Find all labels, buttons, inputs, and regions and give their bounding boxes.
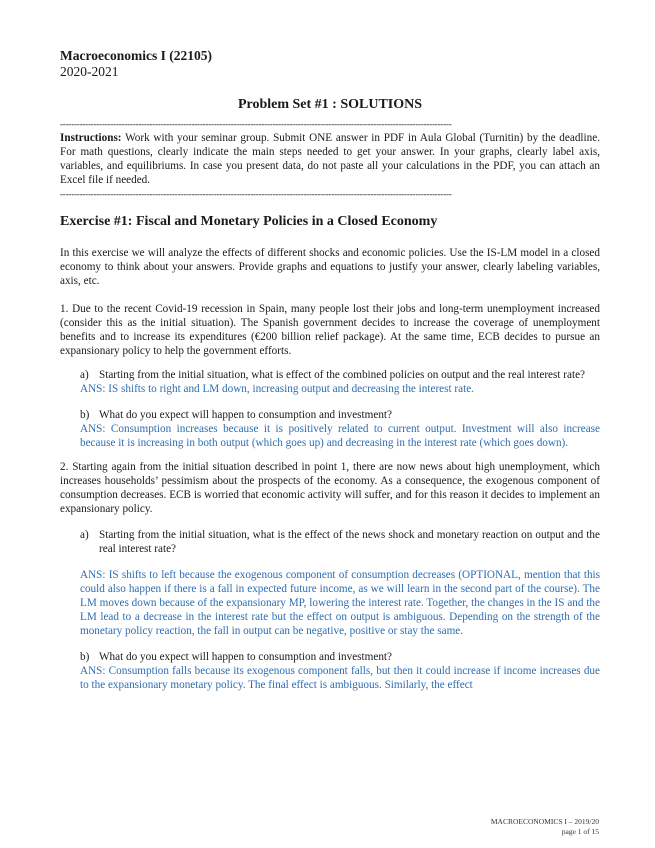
question-2b-text: What do you expect will happen to consumption and investment?: [99, 651, 392, 663]
separator-top: --------------------------------------------------------------------------------------------------------------------------------------------: [60, 119, 452, 129]
footer-course: MACROECONOMICS I – 2019/20: [490, 817, 599, 826]
question-1b-label: b): [80, 409, 90, 421]
question-1a-text: Starting from the initial situation, what is effect of the combined policies on output and the real interest rate?: [99, 369, 586, 381]
course-title: Macroeconomics I (22105): [60, 48, 212, 63]
question-2a: [80, 528, 600, 556]
instructions-text: Work with your seminar group. Submit ONE answer in PDF in Aula Global (Turnitin) by the deadline. For math questions, clearly indicate the main steps needed to get your answer. In your graphs, clearly label axis, variables, and equilibriums. In case you present data, do not paste all your calculations in the PDF, you can attach an Excel file if needed.: [60, 132, 600, 186]
question-2b: [80, 650, 600, 664]
problem-set-title: Problem Set #1 : SOLUTIONS: [237, 97, 423, 112]
page-footer: [491, 817, 599, 837]
academic-year: 2020-2021: [60, 64, 119, 79]
question-2: 2. Starting again from the initial situation described in point 1, there are now news about high unemployment, which increases households’ pessimism about the prospects of the economy. As a consequence, the exogenous component of consumption decreases. ECB is worried that economic activity will suffer, and for this reason it decides to implement an expansionary policy.: [60, 461, 600, 515]
exercise-title: Exercise #1: Fiscal and Monetary Policies in a Closed Economy: [60, 214, 438, 229]
question-2a-label: a): [80, 529, 89, 541]
question-2a-text: Starting from the initial situation, what is the effect of the news shock and monetary reaction on output and the real interest rate?: [99, 529, 600, 555]
exercise-intro: In this exercise we will analyze the effects of different shocks and economic policies. Use the IS-LM model in a closed economy to think about your answers. Provide graphs and equations to justify your answer, clearly labeling variables, axis, etc.: [60, 247, 600, 287]
instructions: [60, 131, 600, 187]
footer-page-number: page 1 of 15: [561, 827, 599, 836]
answer-1b: ANS: Consumption increases because it is positively related to current output. Investment will also increase because it is increasing in both output (which goes up) and decreasing in the interest rate (which goes down).: [80, 423, 600, 449]
question-1b: [80, 408, 600, 422]
instructions-label: Instructions:: [60, 132, 122, 144]
question-1: 1. Due to the recent Covid-19 recession in Spain, many people lost their jobs and long-term unemployment increased (consider this as the initial situation). The Spanish government decides to increase the coverage of unemployment benefits and to increase its expenditures (€200 billion relief package). At the same time, ECB decides to pursue an expansionary policy to help the government efforts.: [60, 303, 600, 357]
answer-1a: ANS: IS shifts to right and LM down, increasing output and decreasing the interest rate.: [80, 383, 474, 395]
question-2b-label: b): [80, 651, 90, 663]
question-1a: [80, 368, 600, 382]
answer-2a: ANS: IS shifts to left because the exogenous component of consumption decreases (OPTIONAL, mention that this could also happen if there is a fall in expected future income, as we will learn in the second part of the course). The LM moves down because of the expansionary MP, lowering the interest rate. Together, the changes in the IS and the LM lead to a decrease in the interest rate but the effect on output is ambiguous. Depending on the strength of the monetary policy reaction, the fall in output can be negative, positive or stay the same.: [80, 569, 600, 637]
answer-2b: ANS: Consumption falls because its exogenous component falls, but then it could increase if income increases due to the expansionary monetary policy. The final effect is ambiguous. Similarly, the effect: [80, 665, 600, 691]
question-1b-text: What do you expect will happen to consumption and investment?: [99, 409, 392, 421]
separator-bottom: --------------------------------------------------------------------------------------------------------------------------------------------: [60, 189, 452, 199]
question-1a-label: a): [80, 369, 89, 381]
document-page: [60, 48, 600, 692]
